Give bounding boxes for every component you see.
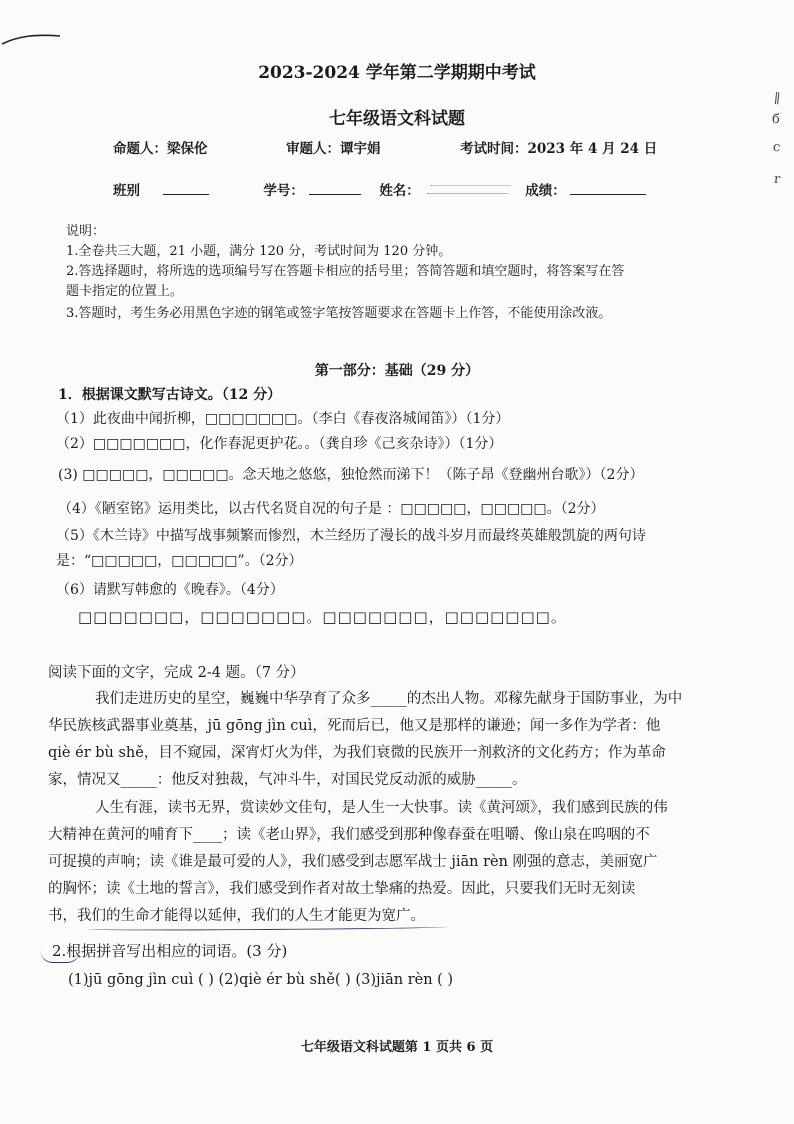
name-label: 姓名： (379, 183, 420, 199)
student-info-row (113, 179, 646, 199)
author-label: 命题人：梁保伦 (113, 141, 208, 157)
exam-subtitle: 七年级语文科试题 (329, 109, 465, 129)
question-item: 是：“□□□□□，□□□□□”。（2分） (56, 553, 303, 569)
question-item: （4）《陋室铭》运用类比，以古代名贤自况的句子是 ：□□□□□，□□□□□。（2分） (58, 501, 605, 517)
question-item: (3) □□□□□，□□□□□。念天地之悠悠，独怆然而涕下！（陈子昂《登幽州台歌》）（2分） (58, 467, 644, 483)
page-footer: 七年级语文科试题第 1 页共 6 页 (300, 1040, 494, 1055)
instruction-item: 2.答选择题时，将所选的选项编号写在答题卡相应的括号里；答简答题和填空题时，将答案写在答 (66, 264, 625, 279)
edge-scan-mark: c (771, 139, 781, 156)
paragraph-line: 人生有涯，读书无界，赏读妙文佳句，是人生一大快事。读《黄河颂》，我们感到民族的伟 (95, 800, 668, 816)
exam-title: 2023-2024 学年第二学期期中考试 (258, 63, 536, 83)
pen-stroke-mark (0, 30, 70, 50)
class-label: 班别 (113, 183, 140, 199)
name-field[interactable] (425, 181, 515, 195)
question-item: （6）请默写韩愈的《晚春》。（4分） (56, 582, 284, 598)
question-item: （1）此夜曲中闻折柳，□□□□□□□。（李白《春夜洛城闻笛》）（1分） (56, 411, 510, 427)
question-item: (1)jū gōng jìn cuì ( ) (2)qiè ér bù shě( ) (3)jiān rèn ( ) (68, 972, 454, 988)
answer-boxes: □□□□□□□，□□□□□□□。□□□□□□□，□□□□□□□。 (78, 608, 567, 626)
paragraph-line: 家，情况又_____：他反对独裁，气冲斗牛，对国民党反动派的威胁_____。 (48, 772, 527, 788)
class-field[interactable] (163, 180, 209, 195)
number-field[interactable] (309, 180, 361, 195)
instruction-item: 3.答题时，考生务必用黑色字迹的钢笔或签字笔按答题要求在答题卡上作答，不能使用涂改液。 (66, 306, 612, 321)
paragraph-line: 的胸怀；读《土地的誓言》，我们感受到作者对故土挚痛的热爱。因此，只要我们无时无刻读 (48, 881, 636, 897)
question-title: 1．根据课文默写古诗文。（12 分） (58, 387, 282, 403)
paragraph-line: 书，我们的生命才能得以延伸，我们的人生才能更为宽广。 (48, 908, 425, 924)
paragraph-line: qiè ér bù shě，目不窥园，深宵灯火为伴，为我们衰微的民族开一剂救济的文化药方；作为革命 (48, 745, 666, 761)
reading-paragraph-1 (48, 686, 746, 794)
paragraph-line: 华民族核武器事业奠基，jū gōng jìn cuì，死而后已，他又是那样的谦逊；闻一多作为学者：他 (48, 718, 661, 734)
instructions-heading: 说明： (66, 224, 106, 239)
edge-scan-mark: б (771, 111, 781, 128)
reading-paragraph-2 (48, 795, 746, 930)
score-field[interactable] (570, 180, 646, 195)
reading-intro: 阅读下面的文字，完成 2-4 题。（7 分） (48, 665, 305, 681)
question-item: （5）《木兰诗》中描写战事频繁而惨烈，木兰经历了漫长的战斗岁月而最终英雄般凯旋的两句诗 (56, 528, 646, 544)
edge-scan-mark: r (773, 171, 781, 188)
score-label: 成绩： (525, 183, 566, 199)
instruction-item: 1.全卷共三大题，21 小题，满分 120 分，考试时间为 120 分钟。 (66, 244, 452, 259)
paragraph-line: 我们走进历史的星空，巍巍中华孕育了众多_____的杰出人物。邓稼先献身于国防事业，为中 (95, 691, 683, 707)
question-item: （2）□□□□□□□，化作春泥更护花。。（龚自珍《己亥杂诗》）（1分） (56, 436, 503, 452)
exam-time: 考试时间：2023 年 4 月 24 日 (460, 141, 658, 157)
number-label: 学号： (263, 183, 304, 199)
reviewer-label: 审题人：谭宇娟 (286, 141, 381, 157)
paragraph-line: 大精神在黄河的哺育下____；读《老山界》，我们感受到那种像春蚕在咀嚼、像山泉在呜咽的不 (48, 827, 650, 843)
paragraph-line: 可捉摸的声响；读《谁是最可爱的人》，我们感受到志愿军战士 jiān rèn 刚强的意志，美丽宽广 (48, 854, 658, 870)
edge-scan-mark: ∥ (773, 91, 781, 108)
instruction-item: 题卡指定的位置上。 (66, 284, 184, 299)
part-heading: 第一部分：基础（29 分） (314, 363, 480, 379)
question-title: 2.根据拼音写出相应的词语。(3 分) (52, 942, 288, 960)
